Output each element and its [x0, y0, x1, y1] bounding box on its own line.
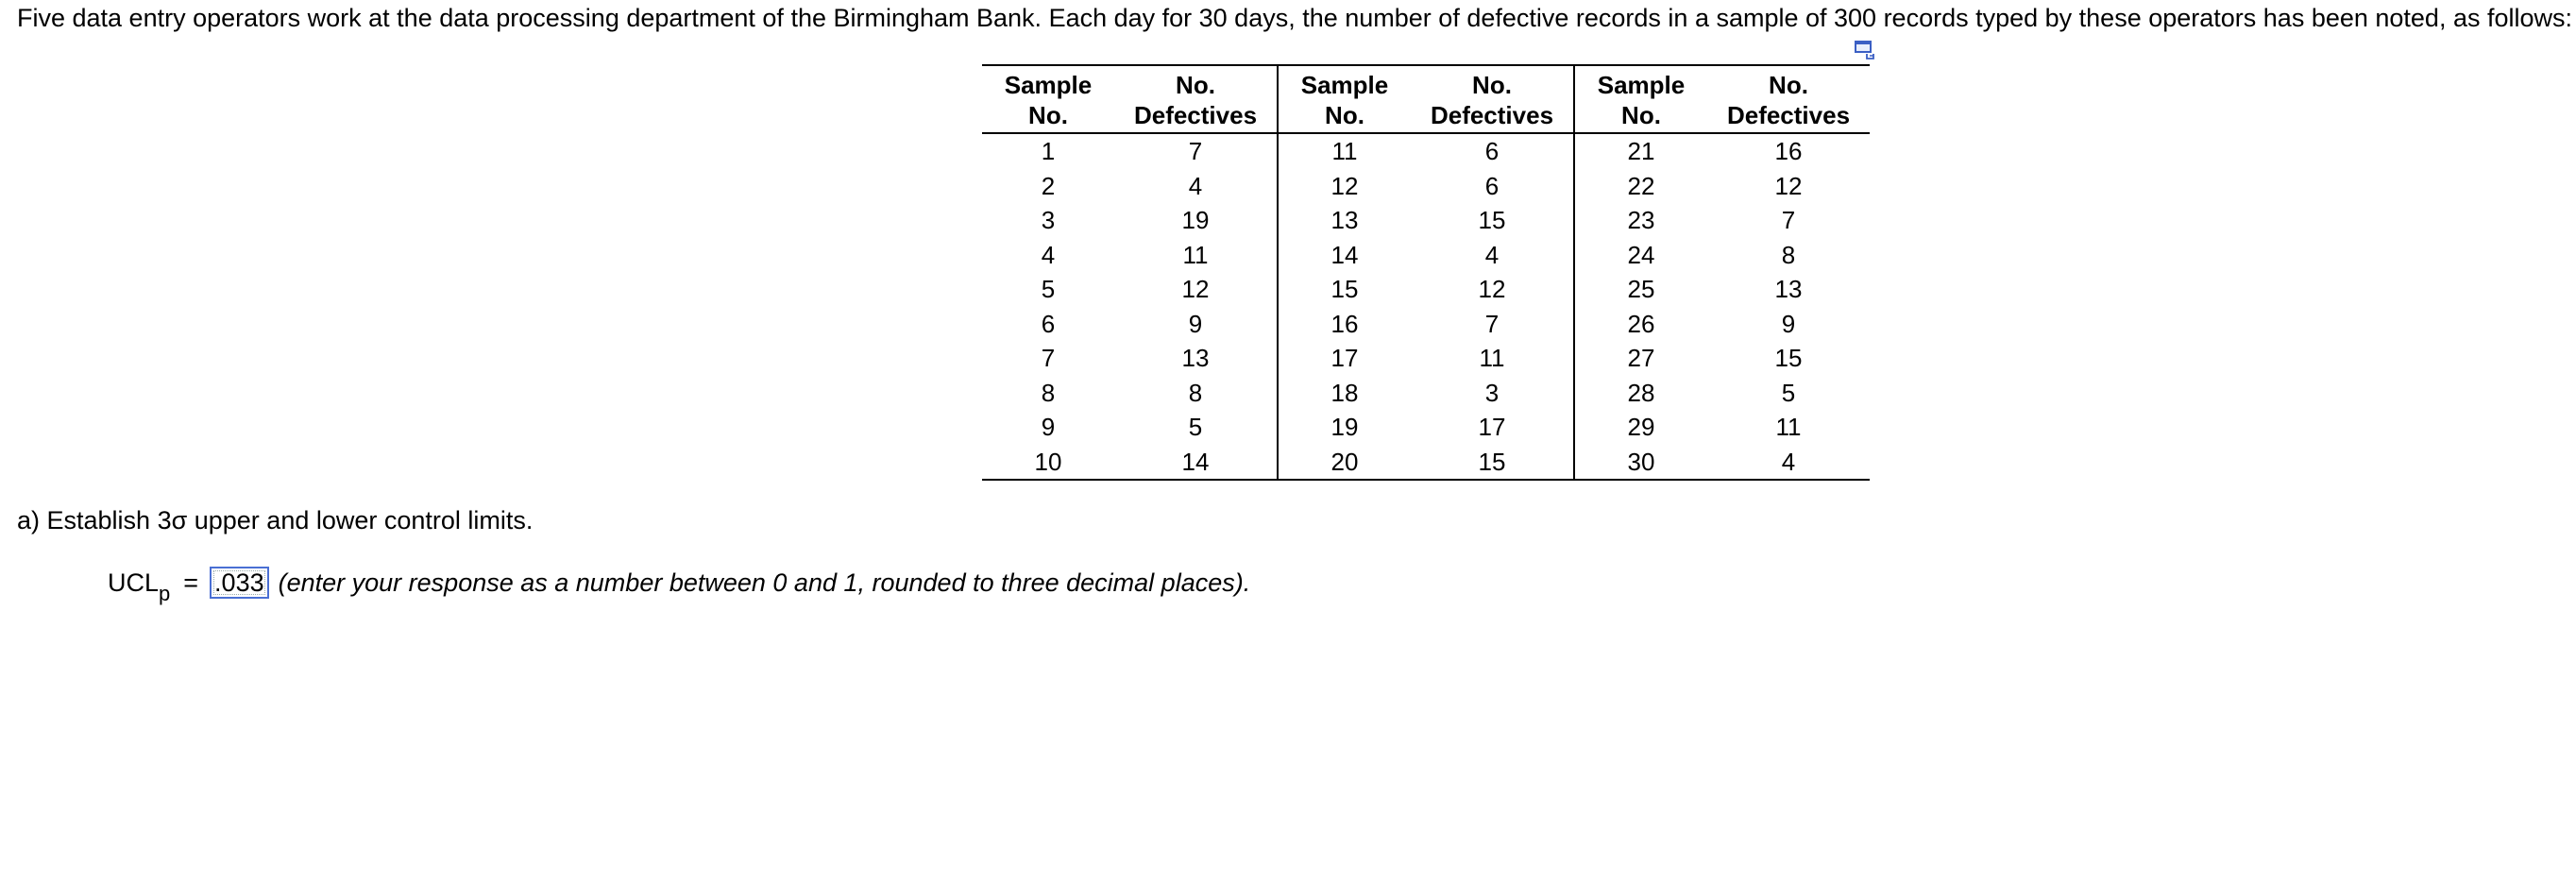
ucl-subscript: p	[159, 582, 171, 605]
table-header-row	[982, 65, 1870, 133]
cell-sample-no: 1	[1041, 137, 1056, 166]
header-no-defectives: No. Defectives	[1411, 65, 1574, 133]
cell-sample-no: 4	[1041, 240, 1056, 269]
cell-sample-no: 26	[1627, 309, 1655, 338]
cell-defectives: 9	[1781, 309, 1796, 338]
table-row	[982, 445, 1870, 481]
cell-defectives: 8	[1114, 376, 1278, 411]
cell-sample-no: 16	[1330, 309, 1359, 338]
defects-data-table	[982, 64, 1870, 481]
header-sample-no: Sample No.	[1278, 65, 1411, 133]
cell-sample-no: 17	[1330, 344, 1359, 373]
cell-defectives: 13	[1114, 341, 1278, 376]
cell-sample-no: 14	[1330, 240, 1359, 269]
cell-sample-no: 28	[1627, 378, 1655, 407]
cell-defectives: 3	[1411, 376, 1574, 411]
cell-sample-no: 19	[1330, 413, 1359, 442]
cell-defectives: 15	[1774, 344, 1803, 373]
cell-defectives: 19	[1114, 203, 1278, 238]
cell-defectives: 11	[1775, 413, 1802, 442]
cell-sample-no: 6	[1041, 309, 1056, 338]
cell-defectives: 8	[1781, 240, 1796, 269]
table-row	[982, 272, 1870, 307]
table-row	[982, 133, 1870, 169]
cell-sample-no: 5	[1041, 275, 1056, 304]
table-row	[982, 203, 1870, 238]
answer-hint: (enter your response as a number between 0 and 1, rounded to three decimal places).	[278, 568, 1251, 597]
cell-defectives: 15	[1411, 203, 1574, 238]
cell-defectives: 13	[1774, 275, 1803, 304]
cell-sample-no: 25	[1627, 275, 1655, 304]
cell-sample-no: 18	[1330, 378, 1359, 407]
ucl-label: $UCL_p$	[108, 568, 171, 605]
cell-defectives: 16	[1774, 137, 1803, 166]
table-row	[982, 341, 1870, 376]
ucl-answer-line	[108, 567, 1251, 605]
cell-sample-no: 24	[1627, 240, 1655, 269]
table-row	[982, 307, 1870, 342]
cell-sample-no: 3	[1041, 206, 1056, 235]
cell-sample-no: 2	[1041, 171, 1056, 200]
cell-defectives: 4	[1114, 169, 1278, 204]
cell-defectives: 5	[1781, 378, 1796, 407]
cell-sample-no: 23	[1627, 206, 1655, 235]
header-no-defectives: No. Defectives	[1707, 65, 1870, 133]
cell-defectives: 7	[1114, 133, 1278, 169]
cell-defectives: 7	[1411, 307, 1574, 342]
cell-defectives: 11	[1411, 341, 1574, 376]
cell-defectives: 15	[1411, 445, 1574, 481]
table-row	[982, 410, 1870, 445]
cell-sample-no: 11	[1331, 137, 1358, 166]
cell-defectives: 17	[1411, 410, 1574, 445]
table-row	[982, 169, 1870, 204]
header-sample-no: Sample No.	[982, 65, 1114, 133]
cell-sample-no: 10	[982, 445, 1114, 481]
table-body	[982, 133, 1870, 480]
cell-defectives: 12	[1114, 272, 1278, 307]
cell-sample-no: 22	[1627, 171, 1655, 200]
table-row	[982, 238, 1870, 273]
cell-sample-no: 7	[1041, 344, 1056, 373]
cell-defectives: 6	[1411, 169, 1574, 204]
cell-defectives: 12	[1774, 171, 1803, 200]
cell-defectives: 4	[1707, 445, 1870, 481]
cell-defectives: 6	[1411, 133, 1574, 169]
header-no-defectives: No. Defectives	[1114, 65, 1278, 133]
cell-sample-no: 13	[1330, 206, 1359, 235]
cell-defectives: 5	[1114, 410, 1278, 445]
cell-sample-no: 9	[1041, 413, 1056, 442]
cell-sample-no: 29	[1627, 413, 1655, 442]
problem-statement: Five data entry operators work at the data processing department of the Birmingham Bank. Each day for 30 days, the number of defective records in a sample of 300 records typed by these operators has been noted, as follows:	[17, 4, 2572, 32]
cell-sample-no: 27	[1627, 344, 1655, 373]
cell-sample-no: 15	[1330, 275, 1359, 304]
cell-defectives: 12	[1411, 272, 1574, 307]
expand-window-icon[interactable]	[1853, 38, 1877, 62]
cell-defectives: 4	[1411, 238, 1574, 273]
table-row	[982, 376, 1870, 411]
cell-defectives: 9	[1114, 307, 1278, 342]
question-a: a) Establish 3σ upper and lower control limits.	[17, 506, 534, 534]
cell-defectives: 7	[1781, 206, 1796, 235]
equals-sign: =	[183, 568, 199, 597]
cell-sample-no: 20	[1278, 445, 1411, 481]
cell-sample-no: 30	[1574, 445, 1707, 481]
cell-defectives: 14	[1114, 445, 1278, 481]
header-sample-no: Sample No.	[1574, 65, 1707, 133]
cell-sample-no: 21	[1627, 137, 1655, 166]
cell-sample-no: 12	[1330, 171, 1359, 200]
cell-sample-no: 8	[1041, 378, 1056, 407]
ucl-answer-input[interactable]: .033	[210, 567, 269, 599]
cell-defectives: 11	[1114, 238, 1278, 273]
